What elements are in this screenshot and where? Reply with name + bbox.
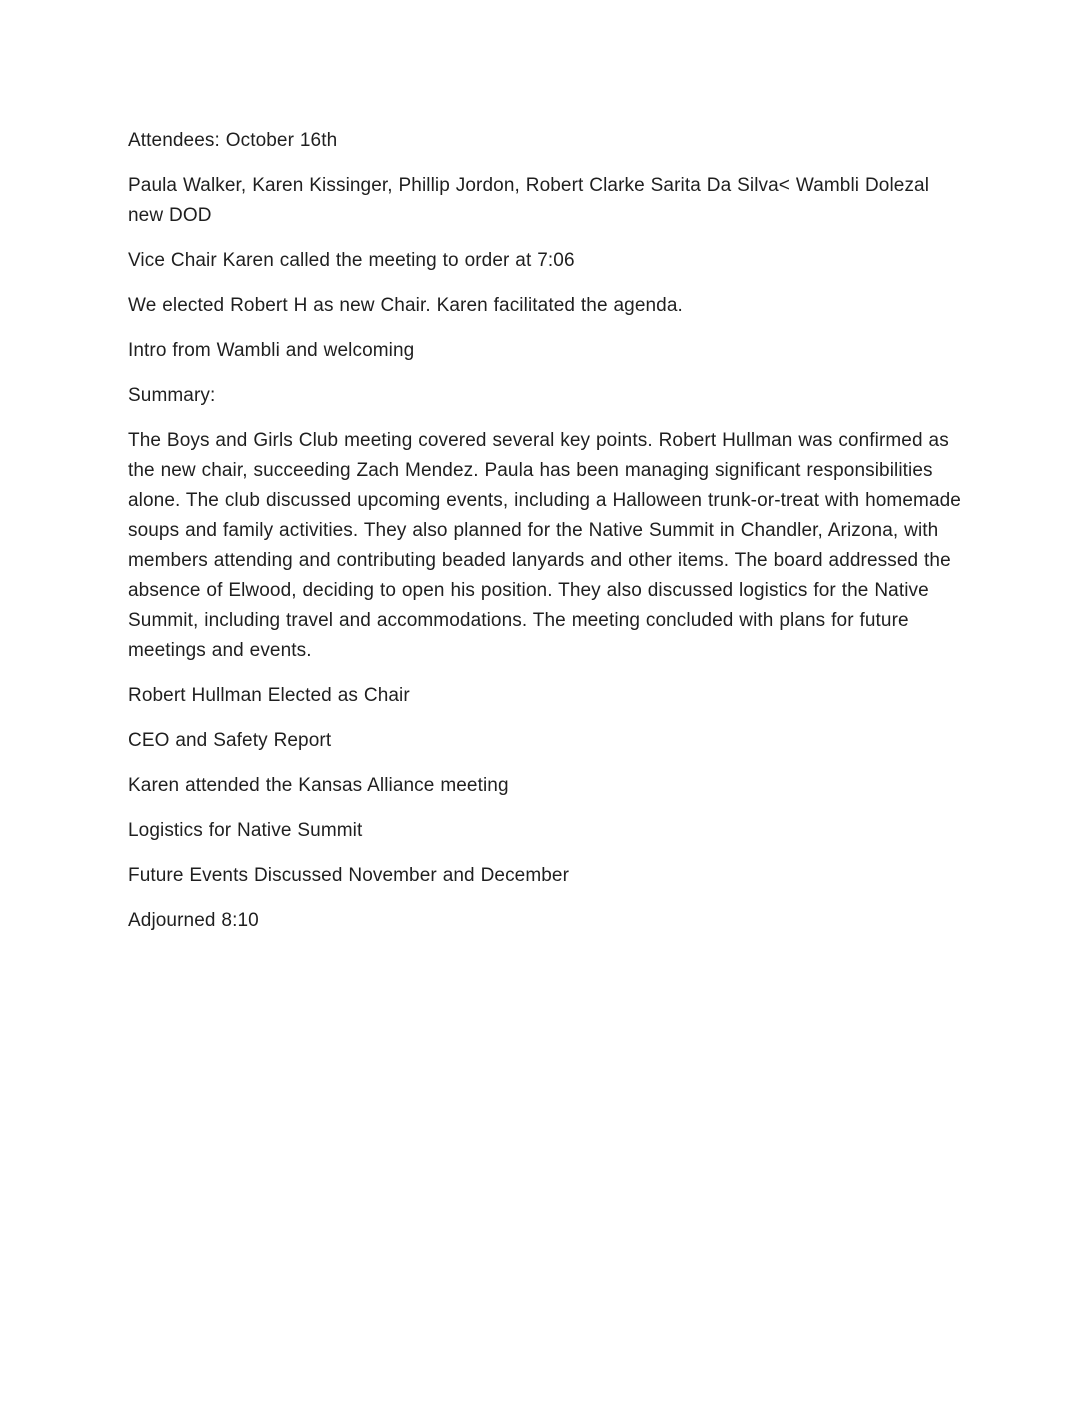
paragraph-robert-elected: Robert Hullman Elected as Chair (128, 685, 410, 706)
paragraph-future-events: Future Events Discussed November and December (128, 865, 570, 886)
paragraph-logistics: Logistics for Native Summit (128, 820, 363, 841)
paragraph-attendees-heading: Attendees: October 16th (128, 130, 338, 151)
paragraph-attendee-names: Paula Walker, Karen Kissinger, Phillip Jordon, Robert Clarke Sarita Da Silva< Wambli Dolezal new DOD (128, 175, 930, 226)
paragraph-ceo-safety-report: CEO and Safety Report (128, 730, 332, 751)
paragraph-intro: Intro from Wambli and welcoming (128, 340, 415, 361)
paragraph-chair-election: We elected Robert H as new Chair. Karen facilitated the agenda. (128, 295, 683, 316)
paragraph-kansas-alliance: Karen attended the Kansas Alliance meeting (128, 775, 509, 796)
paragraph-call-to-order: Vice Chair Karen called the meeting to order at 7:06 (128, 250, 575, 271)
document-content (128, 126, 964, 936)
paragraph-summary-heading: Summary: (128, 385, 216, 406)
paragraph-summary-body: The Boys and Girls Club meeting covered several key points. Robert Hullman was confirmed as the new chair, succeeding Zach Mendez. Paula has been managing significant responsibilities alone. The club discussed upcoming events, including a Halloween trunk-or-treat with homemade soups and family activities. They also planned for the Native Summit in Chandler, Arizona, with members attending and contributing beaded lanyards and other items. The board addressed the absence of Elwood, deciding to open his position. They also discussed logistics for the Native Summit, including travel and accommodations. The meeting concluded with plans for future meetings and events. (128, 430, 961, 661)
paragraph-adjourned: Adjourned 8:10 (128, 910, 259, 931)
